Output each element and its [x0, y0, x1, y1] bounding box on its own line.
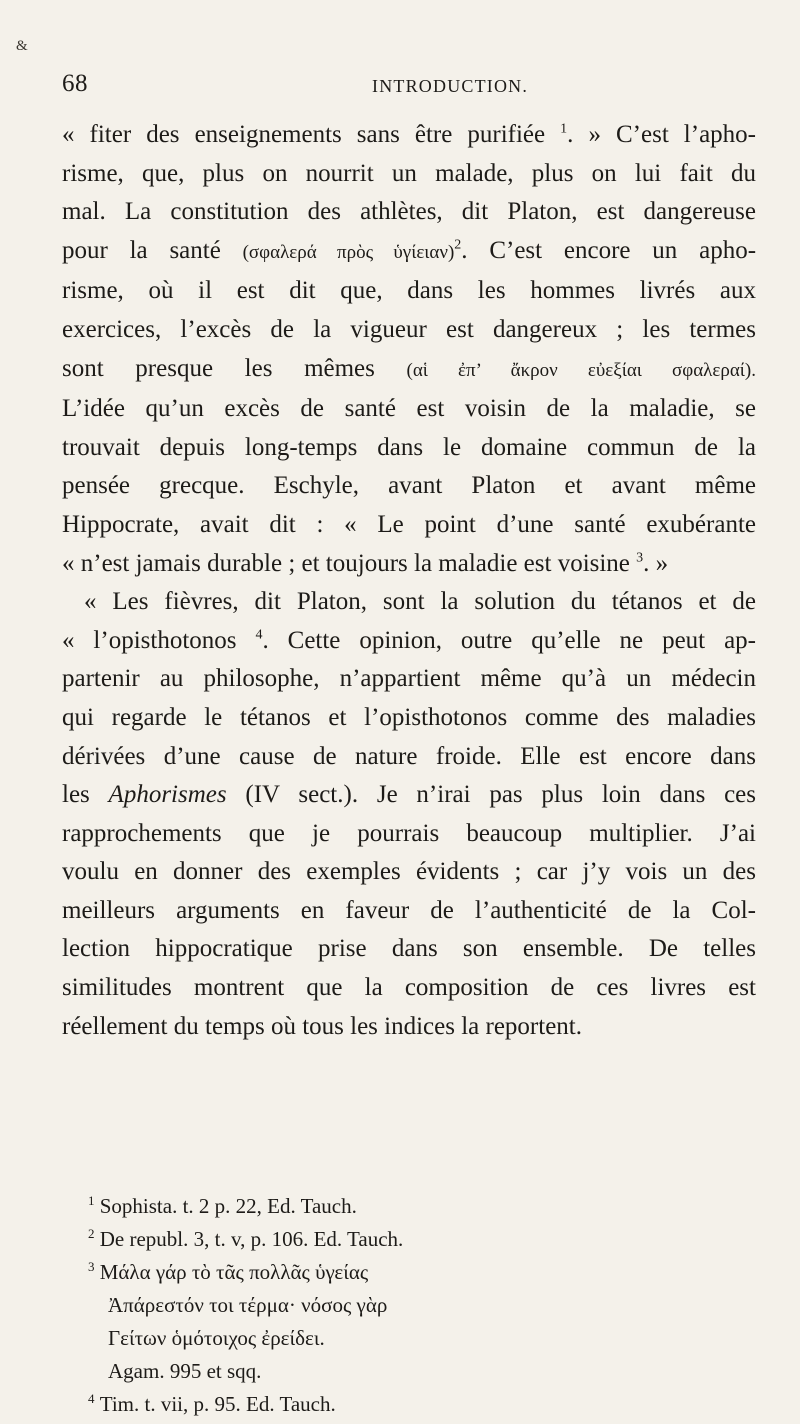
footnote-line: Agam. 995 et sqq. [108, 1359, 262, 1383]
text-segment: pour la santé [62, 236, 243, 264]
footnote-number: 4 [88, 1391, 95, 1406]
running-title: INTRODUCTION. [372, 76, 529, 96]
text-line: voulu en donner des exemples évidents ; car j’y vois un des [62, 858, 756, 886]
text-line: meilleurs arguments en faveur de l’authenticité de la Col- [62, 896, 756, 924]
main-text [62, 116, 756, 1046]
corner-mark: & [16, 38, 28, 54]
text-line: pensée grecque. Eschyle, avant Platon et avant même [62, 472, 756, 500]
footnote [62, 1256, 756, 1289]
text-line: rapprochements que je pourrais beaucoup multiplier. J’ai [62, 819, 756, 847]
text-line [62, 350, 756, 391]
text-segment: . Cette opinion, outre qu’elle ne peut ap- [262, 626, 756, 654]
text-line: similitudes montrent que la composition de ces livres est [62, 974, 756, 1002]
footnote [62, 1190, 756, 1223]
greek-quote: (σφαλερά πρὸς ὑγίειαν) [242, 241, 455, 263]
book-title: Aphorismes [108, 781, 227, 809]
footnote-number: 1 [88, 1193, 95, 1208]
text-line: exercices, l’excès de la vigueur est dangereux ; les termes [62, 315, 756, 343]
text-segment: « l’opisthotonos [62, 626, 256, 654]
text-segment: les [62, 781, 109, 809]
text-segment: . » C’est l’apho- [567, 121, 756, 148]
text-line: dérivées d’une cause de nature froide. Elle est encore dans [62, 742, 756, 770]
text-line: trouvait depuis long-temps dans le domaine commun de la [62, 433, 756, 461]
text-line: risme, où il est dit que, dans les hommes livrés aux [62, 277, 756, 305]
greek-quote: (αἱ ἐπ’ ἄκρον εὐεξίαι σφαλεραί). [406, 359, 756, 381]
text-line: L’idée qu’un excès de santé est voisin de la maladie, se [62, 395, 756, 423]
text-line [62, 622, 756, 661]
footnote-number: 3 [88, 1259, 95, 1274]
text-segment: sont presque les mêmes [62, 354, 407, 382]
footnote-text: Sophista. t. 2 p. 22, Ed. Tauch. [99, 1194, 357, 1218]
footnote-ref: 3 [636, 550, 644, 566]
page-number: 68 [62, 70, 88, 97]
text-line [62, 776, 756, 815]
text-line: Hippocrate, avait dit : « Le point d’une santé exubérante [62, 510, 756, 538]
text-line: « Les fièvres, dit Platon, sont la solution du tétanos et de [84, 588, 756, 616]
text-line: risme, que, plus on nourrit un malade, plus on lui fait du [62, 159, 756, 187]
footnote-ref: 4 [255, 627, 263, 643]
footnote-ref: 1 [560, 121, 568, 137]
text-line: réellement du temps où tous les indices la reportent. [62, 1012, 582, 1040]
footnote-line: Γείτων ὁμότοιχος ἐρείδει. [108, 1326, 325, 1350]
text-segment: . » [643, 549, 669, 577]
text-line [62, 545, 756, 584]
text-line [62, 116, 756, 155]
footnote [62, 1388, 756, 1421]
footnote-ref: 2 [454, 237, 462, 253]
page-header [62, 70, 762, 104]
text-segment: . C’est encore un apho- [461, 236, 757, 264]
text-line [62, 232, 756, 273]
footnote [62, 1223, 756, 1256]
text-line: qui regarde le tétanos et l’opisthotonos comme des maladies [62, 703, 756, 731]
text-line: partenir au philosophe, n’appartient même qu’à un médecin [62, 665, 756, 693]
footnotes [62, 1190, 756, 1421]
text-line: mal. La constitution des athlètes, dit Platon, est dangereuse [62, 198, 756, 226]
footnote-text: Tim. t. vii, p. 95. Ed. Tauch. [99, 1392, 336, 1416]
footnote-text: De republ. 3, t. v, p. 106. Ed. Tauch. [99, 1227, 404, 1251]
text-segment: « n’est jamais durable ; et toujours la maladie est voisine [62, 549, 637, 577]
text-line: lection hippocratique prise dans son ensemble. De telles [62, 935, 756, 963]
footnote-text: Μάλα γάρ τὸ τᾶς πολλᾶς ὑγείας [99, 1260, 369, 1284]
footnote-line: Ἀπάρεστόν τοι τέρμα· νόσος γὰρ [108, 1293, 388, 1317]
footnote-number: 2 [88, 1226, 95, 1241]
text-segment: « fiter des enseignements sans être purifiée [62, 121, 561, 148]
text-segment: (IV sect.). Je n’irai pas plus loin dans ces [226, 781, 757, 809]
